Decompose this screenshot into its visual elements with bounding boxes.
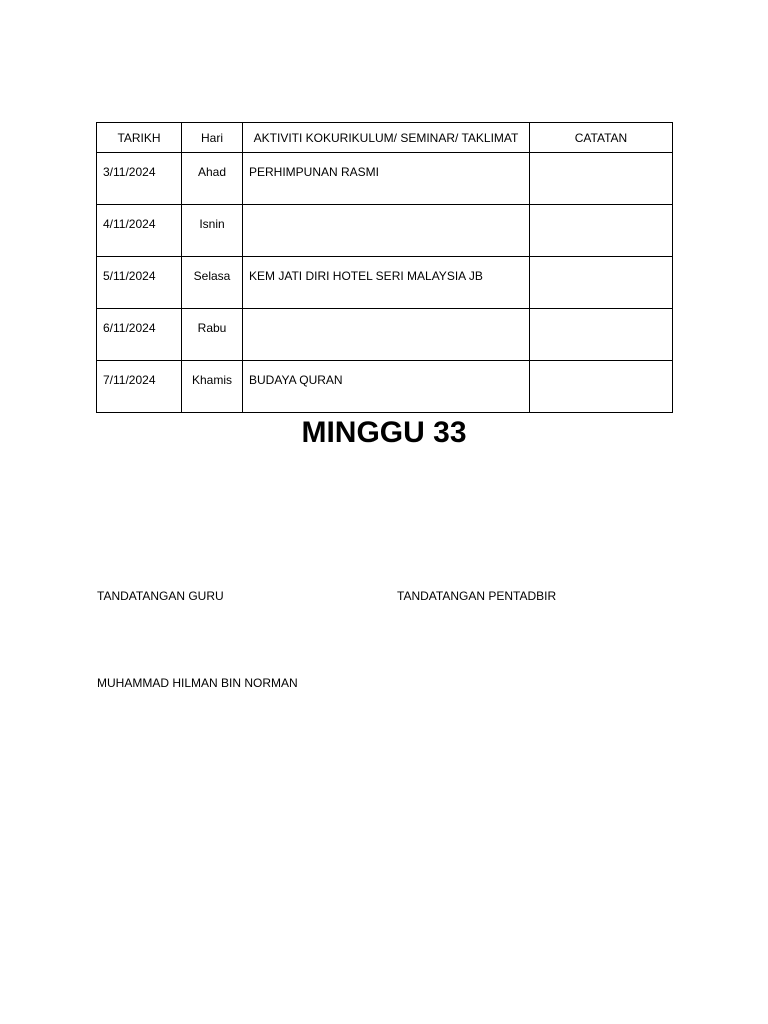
cell-notes — [530, 309, 673, 361]
schedule-table — [96, 122, 673, 413]
cell-day: Rabu — [182, 309, 243, 361]
cell-date: 4/11/2024 — [97, 205, 182, 257]
table-row — [97, 361, 673, 413]
table-row — [97, 309, 673, 361]
table-body — [97, 153, 673, 413]
cell-notes — [530, 153, 673, 205]
cell-activity: PERHIMPUNAN RASMI — [243, 153, 530, 205]
header-row — [97, 123, 673, 153]
cell-activity: BUDAYA QURAN — [243, 361, 530, 413]
admin-signature-label: TANDATANGAN PENTADBIR — [397, 589, 557, 603]
cell-day: Isnin — [182, 205, 243, 257]
cell-date: 7/11/2024 — [97, 361, 182, 413]
table-row — [97, 153, 673, 205]
cell-date: 6/11/2024 — [97, 309, 182, 361]
teacher-name: MUHAMMAD HILMAN BIN NORMAN — [97, 676, 298, 690]
cell-activity — [243, 309, 530, 361]
week-title: MINGGU 33 — [301, 416, 467, 449]
header-notes: CATATAN — [530, 123, 673, 153]
table-row — [97, 257, 673, 309]
cell-notes — [530, 205, 673, 257]
teacher-signature-label: TANDATANGAN GURU — [97, 589, 224, 603]
cell-notes — [530, 257, 673, 309]
cell-activity: KEM JATI DIRI HOTEL SERI MALAYSIA JB — [243, 257, 530, 309]
header-activity: AKTIVITI KOKURIKULUM/ SEMINAR/ TAKLIMAT — [243, 123, 530, 153]
table-row — [97, 205, 673, 257]
cell-notes — [530, 361, 673, 413]
table-header — [97, 123, 673, 153]
cell-date: 3/11/2024 — [97, 153, 182, 205]
header-day: Hari — [182, 123, 243, 153]
cell-activity — [243, 205, 530, 257]
cell-day: Selasa — [182, 257, 243, 309]
header-date: TARIKH — [97, 123, 182, 153]
cell-day: Ahad — [182, 153, 243, 205]
cell-date: 5/11/2024 — [97, 257, 182, 309]
cell-day: Khamis — [182, 361, 243, 413]
